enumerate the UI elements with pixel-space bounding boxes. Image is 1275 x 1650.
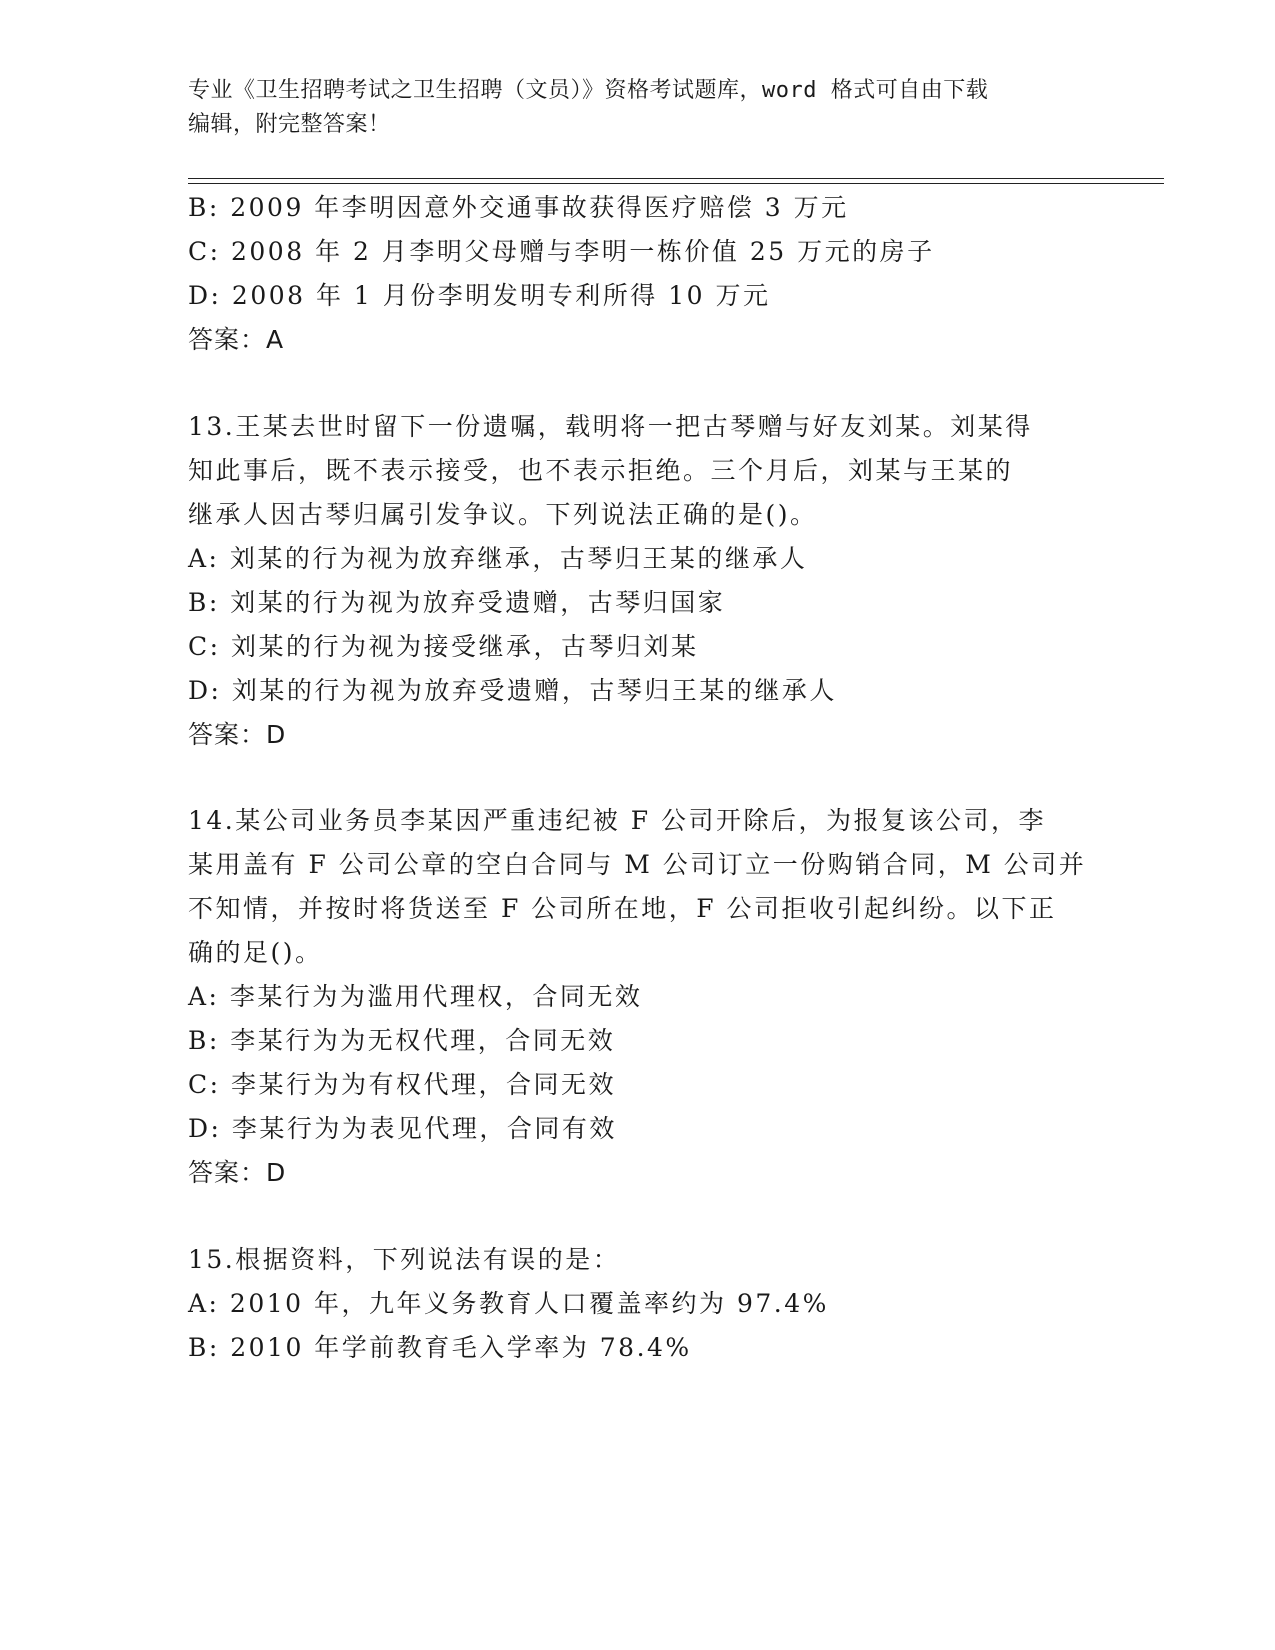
q13-option-c: C: 刘某的行为视为接受继承，古琴归刘某 xyxy=(188,632,699,661)
header-line-1: 专业《卫生招聘考试之卫生招聘（文员）》资格考试题库，word 格式可自由下载 xyxy=(188,78,989,103)
q14-option-a: A: 李某行为为滥用代理权，合同无效 xyxy=(188,982,643,1011)
q14-stem-line-3: 不知情，并按时将货送至 F 公司所在地，F 公司拒收引起纠纷。以下正 xyxy=(188,894,1057,923)
q14-stem-line-1: 14.某公司业务员李某因严重违纪被 F 公司开除后，为报复该公司，李 xyxy=(188,806,1047,835)
q14-option-b: B: 李某行为为无权代理，合同无效 xyxy=(188,1026,616,1055)
q15-option-a: A: 2010 年，九年义务教育人口覆盖率约为 97.4% xyxy=(188,1289,829,1318)
q13-option-a: A: 刘某的行为视为放弃继承，古琴归王某的继承人 xyxy=(188,544,808,573)
q12-option-b: B: 2009 年李明因意外交通事故获得医疗赔偿 3 万元 xyxy=(188,193,849,222)
q13-option-d: D: 刘某的行为视为放弃受遗赠，古琴归王某的继承人 xyxy=(188,676,837,705)
header-divider-bottom xyxy=(188,183,1164,184)
q14-option-d: D: 李某行为为表见代理，合同有效 xyxy=(188,1114,617,1143)
q15-stem: 15.根据资料，下列说法有误的是： xyxy=(188,1245,621,1274)
q14-answer: 答案：D xyxy=(188,1158,287,1187)
q13-stem-line-2: 知此事后，既不表示接受，也不表示拒绝。三个月后，刘某与王某的 xyxy=(188,456,1014,485)
q14-stem-line-4: 确的足()。 xyxy=(188,938,323,967)
q13-option-b: B: 刘某的行为视为放弃受遗赠，古琴归国家 xyxy=(188,588,726,617)
q12-answer: 答案：A xyxy=(188,325,285,354)
q13-stem-line-3: 继承人因古琴归属引发争议。下列说法正确的是()。 xyxy=(188,500,818,529)
header-line-2: 编辑，附完整答案！ xyxy=(188,112,391,137)
q15-option-b: B: 2010 年学前教育毛入学率为 78.4% xyxy=(188,1333,692,1362)
q13-stem-line-1: 13.王某去世时留下一份遗嘱，载明将一把古琴赠与好友刘某。刘某得 xyxy=(188,412,1033,441)
q14-stem-line-2: 某用盖有 F 公司公章的空白合同与 M 公司订立一份购销合同，M 公司并 xyxy=(188,850,1087,879)
page-header xyxy=(188,74,1088,142)
q13-answer: 答案：D xyxy=(188,720,287,749)
header-divider-top xyxy=(188,178,1164,179)
q14-option-c: C: 李某行为为有权代理，合同无效 xyxy=(188,1070,616,1099)
q12-option-d: D: 2008 年 1 月份李明发明专利所得 10 万元 xyxy=(188,281,771,310)
q12-option-c: C: 2008 年 2 月李明父母赠与李明一栋价值 25 万元的房子 xyxy=(188,237,935,266)
